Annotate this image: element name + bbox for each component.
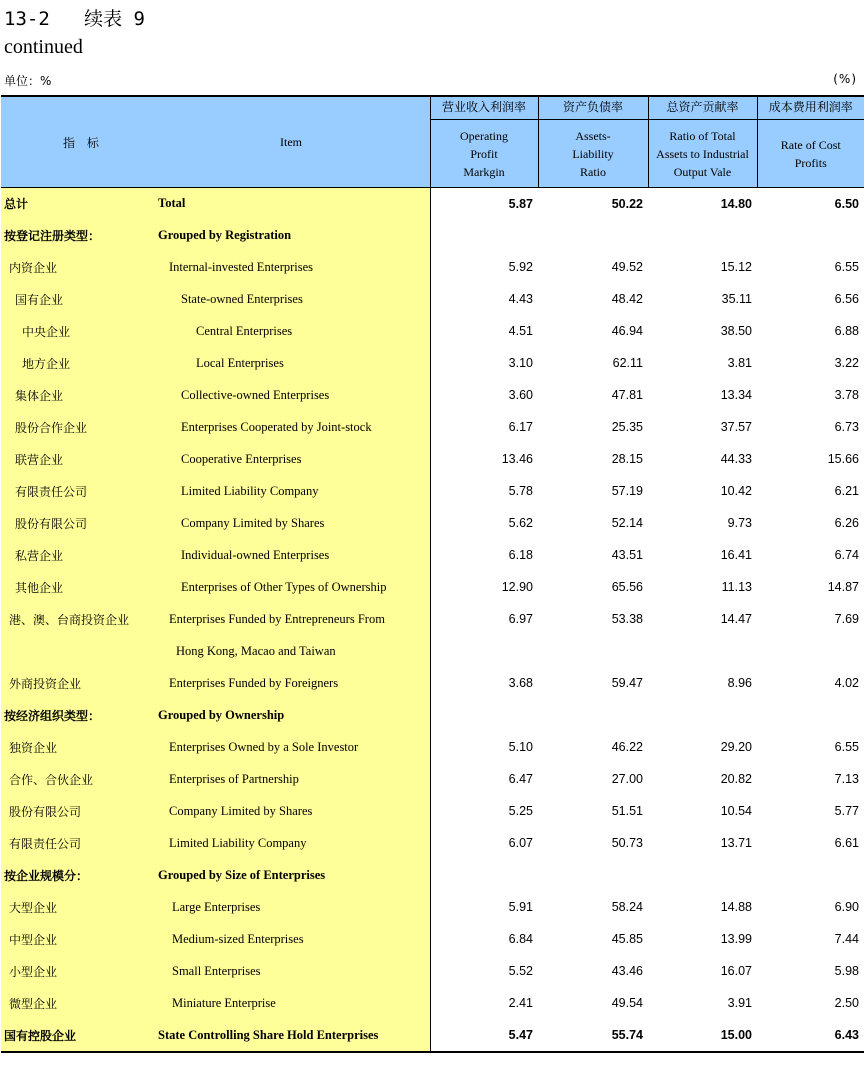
cell-value [757, 635, 864, 667]
table-row [1, 539, 864, 571]
cell-value [648, 635, 757, 667]
row-label-cn: 股份合作企业 [1, 411, 156, 443]
header-cn-label: 营业收入利润率 [431, 97, 538, 120]
cell-value: 9.73 [727, 516, 752, 530]
row-label-cn: 联营企业 [1, 443, 156, 475]
cell-value: 7.44 [834, 932, 859, 946]
cell-value: 5.62 [508, 516, 533, 530]
cell-value: 14.88 [720, 900, 752, 914]
cell-value: 3.68 [508, 676, 533, 690]
cell-value: 5.25 [508, 804, 533, 818]
cell-value: 3.60 [508, 388, 533, 402]
row-label-en: Enterprises Owned by a Sole Investor [156, 731, 430, 763]
table-row [1, 188, 864, 220]
cell-value: 3.78 [834, 388, 859, 402]
row-label-en: Individual-owned Enterprises [156, 539, 430, 571]
cell-value: 50.73 [611, 836, 643, 850]
table-row [1, 603, 864, 635]
table-row [1, 475, 864, 507]
cell-value: 5.10 [508, 740, 533, 754]
table-row [1, 219, 864, 251]
row-label-en: Enterprises Funded by Entrepreneurs From [156, 603, 430, 635]
header-en-label: Assets- Liability Ratio [572, 128, 614, 179]
table-subtitle: continued [4, 36, 83, 58]
cell-value: 53.38 [611, 612, 643, 626]
cell-value: 58.24 [611, 900, 643, 914]
row-label-en: Grouped by Registration [156, 219, 430, 251]
header-cost-profit-rate [757, 96, 864, 188]
cell-value: 6.88 [834, 324, 859, 338]
cell-value [757, 859, 864, 891]
cell-value: 28.15 [611, 452, 643, 466]
row-label-cn: 其他企业 [1, 571, 156, 603]
row-label-en: Central Enterprises [156, 315, 430, 347]
table-row [1, 827, 864, 859]
row-label-cn: 集体企业 [1, 379, 156, 411]
cell-value: 4.43 [508, 292, 533, 306]
cell-value: 5.77 [834, 804, 859, 818]
cell-value: 13.99 [720, 932, 752, 946]
cell-value: 14.47 [720, 612, 752, 626]
cell-value: 5.47 [430, 1019, 538, 1052]
table-title [4, 4, 145, 31]
statistics-table [1, 95, 864, 1053]
row-label-en: Enterprises Funded by Foreigners [156, 667, 430, 699]
table-row [1, 571, 864, 603]
header-operating-profit-margin [430, 96, 538, 188]
cell-value: 6.47 [508, 772, 533, 786]
cell-value: 44.33 [720, 452, 752, 466]
cell-value [538, 859, 648, 891]
cell-value: 46.94 [611, 324, 643, 338]
row-label-en: State Controlling Share Hold Enterprises [156, 1019, 430, 1052]
table-title-cn: 续表 9 [84, 8, 145, 30]
cell-value: 45.85 [611, 932, 643, 946]
cell-value: 14.87 [827, 580, 859, 594]
row-label-cn: 合作、合伙企业 [1, 763, 156, 795]
row-label-cn: 国有企业 [1, 283, 156, 315]
cell-value [430, 699, 538, 731]
row-label-cn: 小型企业 [1, 955, 156, 987]
row-label-cn: 大型企业 [1, 891, 156, 923]
cell-value: 6.84 [508, 932, 533, 946]
row-label-cn: 股份有限公司 [1, 507, 156, 539]
cell-value: 6.73 [834, 420, 859, 434]
cell-value: 48.42 [611, 292, 643, 306]
cell-value: 43.51 [611, 548, 643, 562]
row-label-cn: 有限责任公司 [1, 475, 156, 507]
cell-value: 5.78 [508, 484, 533, 498]
header-en-label: Operating Profit Markgin [460, 128, 508, 179]
cell-value: 6.17 [508, 420, 533, 434]
table-row [1, 955, 864, 987]
unit-label-right: (%) [833, 72, 857, 86]
cell-value: 6.55 [834, 260, 859, 274]
cell-value [430, 635, 538, 667]
unit-label-left: 单位：% [4, 74, 52, 88]
table-row [1, 891, 864, 923]
cell-value: 6.55 [834, 740, 859, 754]
row-label-en: Miniature Enterprise [156, 987, 430, 1019]
cell-value: 37.57 [720, 420, 752, 434]
cell-value: 38.50 [720, 324, 752, 338]
table-row [1, 347, 864, 379]
row-label-cn: 外商投资企业 [1, 667, 156, 699]
header-indicator-en: Item [156, 96, 430, 188]
row-label-en: Local Enterprises [156, 347, 430, 379]
cell-value: 5.92 [508, 260, 533, 274]
cell-value: 5.52 [508, 964, 533, 978]
table-row [1, 379, 864, 411]
cell-value: 2.41 [508, 996, 533, 1010]
table-row [1, 987, 864, 1019]
cell-value: 6.56 [834, 292, 859, 306]
cell-value: 3.22 [834, 356, 859, 370]
cell-value: 8.96 [727, 676, 752, 690]
cell-value: 13.71 [720, 836, 752, 850]
header-indicator-cn: 指 标 [1, 96, 156, 188]
table-number: 13-2 [4, 8, 50, 30]
table-row [1, 731, 864, 763]
row-label-cn: 内资企业 [1, 251, 156, 283]
cell-value: 6.97 [508, 612, 533, 626]
cell-value [538, 635, 648, 667]
cell-value [538, 699, 648, 731]
cell-value: 15.00 [648, 1019, 757, 1052]
row-label-en: Grouped by Size of Enterprises [156, 859, 430, 891]
cell-value [538, 219, 648, 251]
row-label-en: Internal-invested Enterprises [156, 251, 430, 283]
row-label-en: State-owned Enterprises [156, 283, 430, 315]
cell-value: 62.11 [612, 356, 643, 370]
cell-value: 5.91 [508, 900, 533, 914]
cell-value: 29.20 [720, 740, 752, 754]
cell-value [430, 219, 538, 251]
header-en-label: Rate of Cost Profits [780, 137, 841, 170]
cell-value: 5.98 [834, 964, 859, 978]
cell-value: 6.90 [834, 900, 859, 914]
row-label-cn: 私营企业 [1, 539, 156, 571]
cell-value [648, 859, 757, 891]
cell-value: 6.43 [757, 1019, 864, 1052]
row-label-en: Grouped by Ownership [156, 699, 430, 731]
row-label-cn [1, 635, 156, 667]
row-label-en: Large Enterprises [156, 891, 430, 923]
cell-value: 6.74 [834, 548, 859, 562]
cell-value: 3.91 [727, 996, 752, 1010]
cell-value: 59.47 [611, 676, 643, 690]
cell-value: 4.51 [508, 324, 533, 338]
row-label-cn: 国有控股企业 [1, 1019, 156, 1052]
row-label-cn: 微型企业 [1, 987, 156, 1019]
table-row [1, 507, 864, 539]
cell-value: 47.81 [611, 388, 643, 402]
header-cn-label: 资产负债率 [539, 97, 648, 120]
header-en-label: Ratio of Total Assets to Industrial Output Vale [656, 128, 749, 179]
cell-value [648, 699, 757, 731]
row-label-en: Collective-owned Enterprises [156, 379, 430, 411]
table-row [1, 443, 864, 475]
row-label-en: Limited Liability Company [156, 827, 430, 859]
row-label-cn: 股份有限公司 [1, 795, 156, 827]
row-label-cn: 中型企业 [1, 923, 156, 955]
cell-value: 7.69 [834, 612, 859, 626]
row-label-cn: 按经济组织类型： [1, 699, 156, 731]
cell-value: 6.50 [834, 196, 859, 211]
row-label-en: Small Enterprises [156, 955, 430, 987]
cell-value: 6.61 [834, 836, 859, 850]
row-label-cn: 独资企业 [1, 731, 156, 763]
cell-value: 12.90 [501, 580, 533, 594]
cell-value: 6.18 [508, 548, 533, 562]
cell-value: 50.22 [611, 196, 643, 211]
cell-value: 6.26 [834, 516, 859, 530]
header-assets-liability-ratio [538, 96, 648, 188]
cell-value: 25.35 [611, 420, 643, 434]
row-label-en: Cooperative Enterprises [156, 443, 430, 475]
row-label-en: Enterprises of Other Types of Ownership [156, 571, 430, 603]
cell-value [430, 859, 538, 891]
row-label-en: Total [156, 188, 430, 220]
cell-value: 6.07 [508, 836, 533, 850]
row-label-en: Hong Kong, Macao and Taiwan [156, 635, 430, 667]
cell-value: 14.80 [720, 196, 752, 211]
cell-value: 49.52 [611, 260, 643, 274]
header-cn-label: 成本费用利润率 [758, 97, 865, 120]
row-label-en: Enterprises Cooperated by Joint-stock [156, 411, 430, 443]
row-label-cn: 有限责任公司 [1, 827, 156, 859]
cell-value: 4.02 [834, 676, 859, 690]
table-header-row [1, 96, 864, 188]
cell-value: 65.56 [611, 580, 643, 594]
cell-value: 49.54 [611, 996, 643, 1010]
cell-value: 16.41 [720, 548, 752, 562]
row-label-cn: 总计 [1, 188, 156, 220]
table-row [1, 411, 864, 443]
header-cn-label: 总资产贡献率 [649, 97, 757, 120]
table-row [1, 283, 864, 315]
cell-value: 10.42 [720, 484, 752, 498]
table-row [1, 251, 864, 283]
cell-value: 5.87 [508, 196, 533, 211]
cell-value: 27.00 [611, 772, 643, 786]
cell-value [757, 699, 864, 731]
table-row [1, 315, 864, 347]
cell-value: 7.13 [834, 772, 859, 786]
cell-value: 46.22 [611, 740, 643, 754]
row-label-en: Enterprises of Partnership [156, 763, 430, 795]
cell-value: 13.34 [720, 388, 752, 402]
row-label-en: Company Limited by Shares [156, 507, 430, 539]
table-row [1, 763, 864, 795]
header-total-assets-ratio [648, 96, 757, 188]
cell-value: 15.66 [827, 452, 859, 466]
cell-value: 43.46 [611, 964, 643, 978]
cell-value: 2.50 [834, 996, 859, 1010]
row-label-cn: 港、澳、台商投资企业 [1, 603, 156, 635]
cell-value: 3.10 [508, 356, 533, 370]
table-row [1, 667, 864, 699]
row-label-cn: 中央企业 [1, 315, 156, 347]
row-label-en: Company Limited by Shares [156, 795, 430, 827]
row-label-cn: 按登记注册类型： [1, 219, 156, 251]
table-row [1, 699, 864, 731]
cell-value: 52.14 [611, 516, 643, 530]
row-label-en: Limited Liability Company [156, 475, 430, 507]
cell-value: 51.51 [611, 804, 643, 818]
cell-value: 6.21 [834, 484, 859, 498]
cell-value: 35.11 [721, 292, 752, 306]
cell-value: 3.81 [727, 356, 752, 370]
cell-value: 16.07 [720, 964, 752, 978]
cell-value: 57.19 [611, 484, 643, 498]
row-label-cn: 按企业规模分： [1, 859, 156, 891]
cell-value: 13.46 [501, 452, 533, 466]
row-label-en: Medium-sized Enterprises [156, 923, 430, 955]
cell-value [757, 219, 864, 251]
row-label-cn: 地方企业 [1, 347, 156, 379]
table-row [1, 923, 864, 955]
cell-value: 20.82 [720, 772, 752, 786]
table-row [1, 859, 864, 891]
cell-value: 11.13 [721, 580, 752, 594]
table-row-continuation [1, 635, 864, 667]
cell-value: 55.74 [538, 1019, 648, 1052]
cell-value: 10.54 [720, 804, 752, 818]
table-row [1, 795, 864, 827]
cell-value [648, 219, 757, 251]
cell-value: 15.12 [720, 260, 752, 274]
table-row [1, 1019, 864, 1052]
